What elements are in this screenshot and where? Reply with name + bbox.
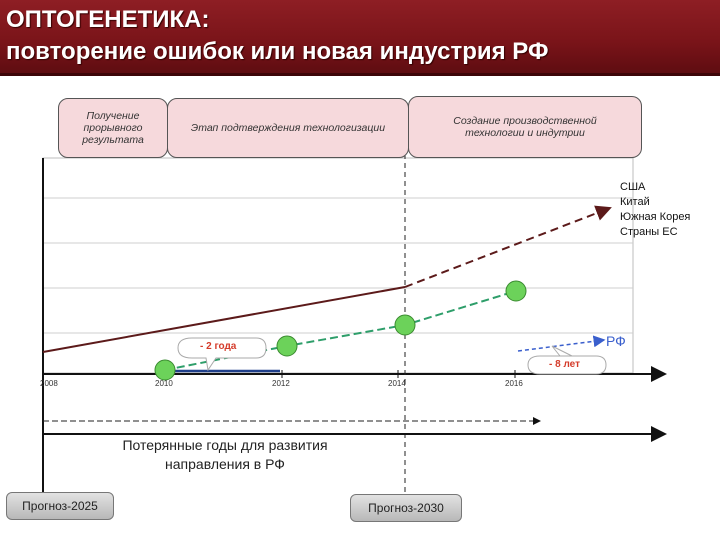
lost-years-line1: Потерянные годы для развития	[122, 437, 328, 453]
lost-years-line2: направления в РФ	[165, 456, 285, 472]
stage-breakthrough	[58, 98, 168, 158]
title-line-1: ОПТОГЕНЕТИКА:	[6, 6, 210, 33]
stage-industry	[408, 96, 642, 158]
plot-frame	[43, 158, 633, 373]
stage-breakthrough-label: Получение прорывного результата	[82, 110, 144, 146]
leader-eu: Страны ЕС	[620, 226, 678, 238]
rf-point	[506, 281, 526, 301]
rf-point	[155, 360, 175, 380]
forecast-2030: Прогноз-2030	[350, 494, 462, 522]
lost-years-caption	[60, 436, 390, 474]
leader-china: Китай	[620, 196, 650, 208]
world-trend-projection	[405, 208, 610, 287]
rf-arrow	[518, 340, 604, 351]
stage-industry-label: Создание производственной технологии и индутрии	[453, 115, 597, 139]
rf-point	[277, 336, 297, 356]
title-line-2: повторение ошибок или новая индустрия РФ	[6, 38, 549, 65]
x-tick-label: 2008	[40, 379, 58, 388]
x-tick-label: 2016	[505, 379, 523, 388]
stage-technologization	[167, 98, 409, 158]
leader-usa: США	[620, 181, 646, 193]
rf-point	[395, 315, 415, 335]
gap-label-8-years: - 8 лет	[549, 359, 580, 370]
x-tick-label: 2014	[388, 379, 406, 388]
leader-korea: Южная Корея	[620, 211, 691, 223]
stage-technologization-label: Этап подтверждения технологизации	[190, 122, 386, 134]
rf-label: РФ	[606, 333, 626, 349]
forecast-2025: Прогноз-2025	[6, 492, 114, 520]
x-tick-label: 2012	[272, 379, 290, 388]
leaders-list	[620, 180, 690, 240]
gap-label-2-years: - 2 года	[200, 341, 237, 352]
x-tick-label: 2010	[155, 379, 173, 388]
